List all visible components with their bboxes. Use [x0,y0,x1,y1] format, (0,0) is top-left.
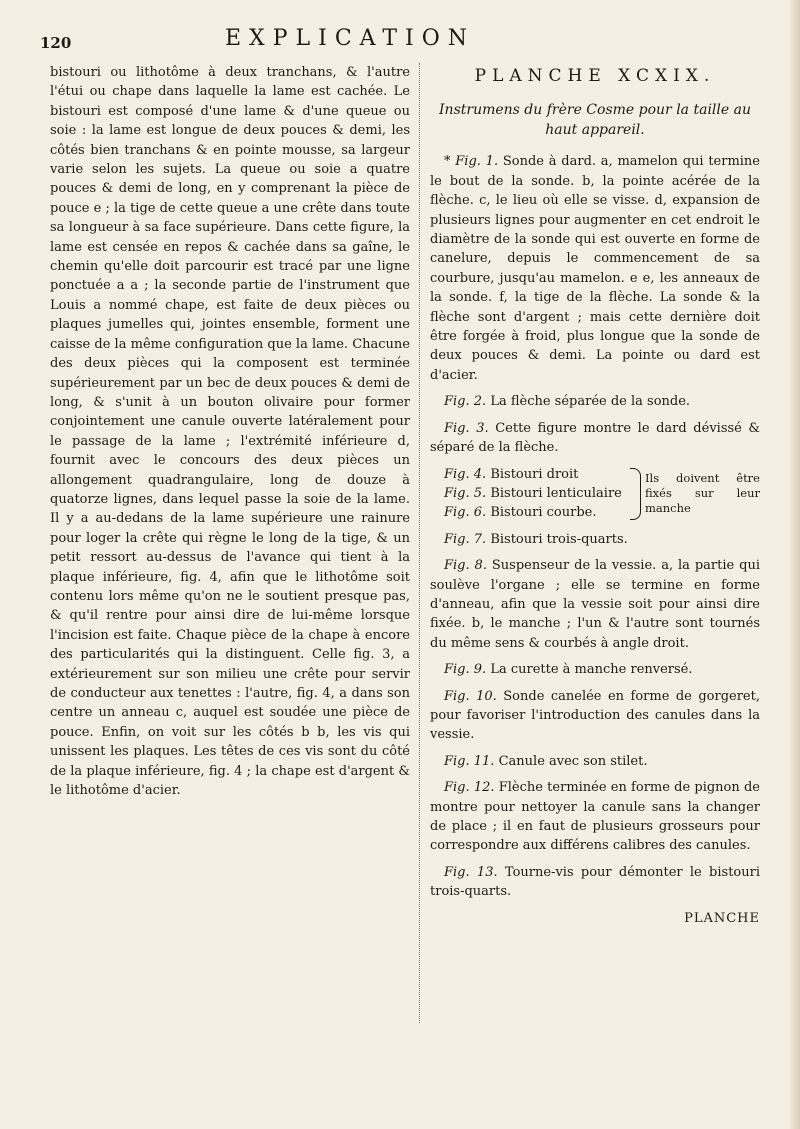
figure-entry [430,687,760,745]
figure-entry [430,152,760,385]
figure-label: Fig. 9. [444,662,487,678]
figure-entry [430,660,760,679]
figure-entry [430,778,760,856]
column-divider [419,63,420,1023]
figure-description: Cette figure montre le dard dévissé & séparé de la flèche. [430,420,761,456]
figure-entry [430,752,760,771]
page-number: 120 [40,34,72,52]
page-header [40,26,780,56]
figure-entry [430,863,760,902]
figure-entry [430,419,760,458]
group-item [430,503,630,522]
figure-label: Fig. 6. [444,505,487,521]
figure-label: Fig. 12. [444,780,495,796]
bistouri-group-items [430,465,630,523]
figure-label: Fig. 13. [444,864,498,880]
plate-subtitle: Instrumens du frère Cosme pour la taille au haut appareil. [439,102,751,139]
catchword: PLANCHE [684,910,760,926]
figure-description: Sonde à dard. a, mamelon qui termine le bout de la sonde. b, la pointe acérée de la flèche. c, le lieu où elle se visse. d, expansion de plusieurs lignes pour augmenter en cet endroit le diamètre de la sonde qui est ouverte en forme de canelure, depuis le commencement de sa courbure, jusqu'au mamelon. e e, les anneaux de la sonde. f, la tige de la flèche. La sonde & la flèche sont d'argent ; mais cette dernière doit être forgée à froid, plus longue que la sonde de deux pouces & demi. La pointe ou dard est d'acier. [430,154,760,383]
figure-entry [430,392,760,411]
right-column [430,63,760,928]
running-head: EXPLICATION [225,26,475,51]
figure-label: Fig. 4. [444,466,487,482]
figure-description: Suspenseur de la vessie. a, la partie qui soulève l'organe ; elle se termine en forme d'anneau, afin que la vessie soit pour ainsi dire fixée. b, le manche ; l'un & l'autre sont tournés du même sens & courbés à angle droit. [430,558,760,651]
figure-label: Fig. 3. [444,420,489,436]
group-item [430,484,630,503]
figure-description: Tourne-vis pour démonter le bistouri trois-quarts. [430,864,760,900]
figure-description: Bistouri droit [490,466,579,482]
brace-glyph [630,468,641,520]
figure-label: Fig. 2. [444,394,487,410]
figure-description: La flèche séparée de la sonde. [490,394,691,410]
figure-label: Fig. 10. [444,688,497,704]
figure-label: * Fig. 1. [444,154,499,170]
page-edge-shadow [790,0,800,1129]
figure-description: Sonde canelée en forme de gorgeret, pour favoriser l'introduction des canules dans la vessie. [430,688,760,743]
figure-description: Bistouri courbe. [490,505,597,521]
figure-description: La curette à manche renversé. [490,662,693,678]
figure-description: Bistouri lenticulaire [490,485,622,501]
figure-description: Canule avec son stilet. [498,753,648,769]
figure-label: Fig. 7. [444,531,487,547]
left-column-text: bistouri ou lithotôme à deux tranchans, & l'autre l'étui ou chape dans laquelle la lame est cachée. Le bistouri est composé d'une lame & d'une queue ou soie : la lame est longue de deux pouces & demi, les côtés bien tranchans & en pointe mousse, sa largeur varie selon les sujets. La queue ou soie a quatre pouces & demi de long, en y comprenant la pièce de pouce e ; la tige de cette queue a une crête dans toute sa longueur à sa face supérieure. Dans cette figure, la lame est censée en repos & cachée dans sa gaîne, le chemin qu'elle doit parcourir est tracé par une ligne ponctuée a a ; la seconde partie de l'instrument que Louis a nommé chape, est faite de deux pièces ou plaques jumelles qui, jointes ensemble, forment une caisse de la même configuration que la lame. Chacune des deux pièces qui la composent est terminée supérieurement par un bec de deux pouces & demi de long, & s'unit à un bouton olivaire pour former conjointement une canule ouverte latéralement pour le passage de la lame ; l'extrémité inférieure d, fournit avec le concours des deux pièces un allongement quadrangulaire, long de douze à quatorze lignes, dans lequel passe la soie de la lame. Il y a au-dedans de la lame supérieure une rainure pour loger la crête qui règne le long de la tige, & un petit ressort au-dessus de l'avance qui tient à la plaque inférieure, fig. 4, afin que le lithotôme soit contenu lors même qu'on ne le soutient presque pas, & qu'il rentre pour ainsi dire de lui-même lorsque l'incision est faite. Chaque pièce de la chape à encore des particularités qui la distinguent. Celle fig. 3, a extérieurement sur son milieu une crête pour servir de conducteur aux tenettes : l'autre, fig. 4, a dans son centre un anneau c, auquel est soudée une pièce de pouce. Enfin, on voit sur les côtés b b, les vis qui unissent les plaques. Les têtes de ces vis sont du côté de la plaque inférieure, fig. 4 ; la chape est d'argent & le lithotôme d'acier. [50,65,410,799]
figure-description: Bistouri trois-quarts. [490,531,628,547]
figure-entry [430,530,760,549]
figure-label: Fig. 11. [444,753,495,769]
left-column [50,63,410,800]
group-note: Ils doivent être fixés sur leur manche [645,471,760,516]
group-item [430,465,630,484]
bistouri-group [430,465,760,523]
figure-entry [430,556,760,653]
figure-label: Fig. 8. [444,558,487,574]
figure-description: Flèche terminée en forme de pignon de montre pour nettoyer la canule sans la changer de place ; il en faut de plusieurs grosseurs pour correspondre aux différens calibres des canules. [430,780,760,854]
figure-label: Fig. 5. [444,485,487,501]
plate-title: PLANCHE XCXIX. [474,66,716,86]
